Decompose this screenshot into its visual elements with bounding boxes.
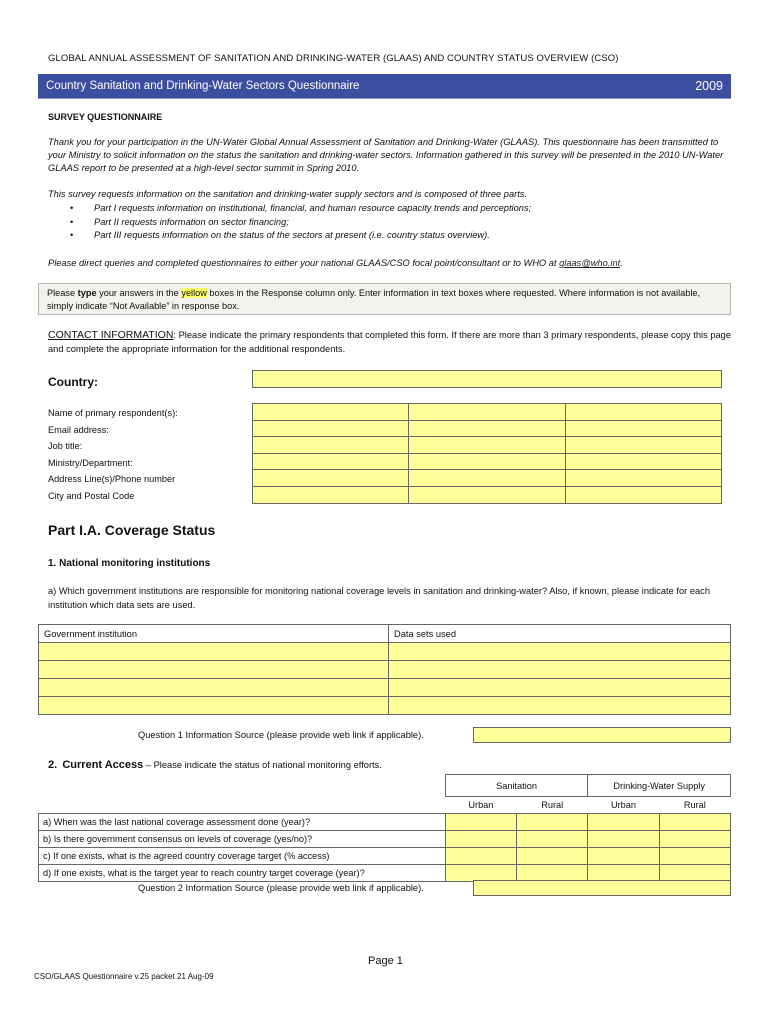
institution-cell[interactable] <box>39 679 389 697</box>
respondent-name-label: Name of primary respondent(s): <box>48 408 178 418</box>
notice-type-word: type <box>77 288 97 298</box>
response-cell[interactable] <box>517 831 588 848</box>
notice-mid: your answers in the <box>96 288 182 298</box>
country-label: Country: <box>48 375 98 389</box>
respondent-address-label: Address Line(s)/Phone number <box>48 474 176 485</box>
survey-intro: Thank you for your participation in the UN-Water Global Annual Assessment of Sanitation and Drinking-Water (GLAAS). This questionnaire has been transmitted to your Ministry to solicit information on the status the sanitation and drinking-water sectors. Information gathered in this survey will be presented in the 2010 UN-Water GLAAS report to be presented at a high-level sector summit in Spring 2010. <box>48 137 724 173</box>
section-title-monitoring: 1. National monitoring institutions <box>48 558 211 569</box>
survey-heading: SURVEY QUESTIONNAIRE <box>48 112 163 122</box>
respondent-name-1[interactable] <box>253 404 409 421</box>
question-2d: d) If one exists, what is the target year to reach country target coverage (year)? <box>39 865 446 882</box>
contact-information <box>48 329 733 356</box>
response-cell[interactable] <box>588 831 659 848</box>
q2-description: – Please indicate the status of national monitoring efforts. <box>143 760 382 770</box>
q1-source-input[interactable] <box>473 727 731 743</box>
banner-title: Country Sanitation and Drinking-Water Sectors Questionnaire <box>46 80 360 92</box>
table-row <box>39 831 731 848</box>
question-2c: c) If one exists, what is the agreed country coverage target (% access) <box>39 848 446 865</box>
banner-divider <box>38 98 731 99</box>
respondent-email-3[interactable] <box>565 420 721 437</box>
respondent-grid <box>252 403 722 504</box>
list-item: • Part I requests information on institutional, financial, and human resource capacity trends and perceptions; <box>66 202 531 216</box>
response-cell[interactable] <box>517 814 588 831</box>
respondent-city-label: City and Postal Code <box>48 490 135 501</box>
datasets-cell[interactable] <box>389 643 731 661</box>
column-header-institution: Government institution <box>39 625 389 643</box>
respondent-job-2[interactable] <box>409 437 565 454</box>
institution-cell[interactable] <box>39 697 389 715</box>
table-row <box>39 679 731 697</box>
queries-end: . <box>620 258 623 268</box>
table-subheader-row <box>39 797 731 814</box>
question-1a: a) Which government institutions are responsible for monitoring national coverage levels in sanitation and drinking-water? Also, if known, please indicate for each institution which data sets are used. <box>48 586 710 610</box>
table-row <box>253 470 722 487</box>
column-header-sanitation-urban: Urban <box>445 797 516 814</box>
datasets-cell[interactable] <box>389 697 731 715</box>
table-header-row <box>39 625 731 643</box>
country-input[interactable] <box>252 370 722 388</box>
respondent-city-1[interactable] <box>253 486 409 503</box>
column-header-sanitation-rural: Rural <box>517 797 588 814</box>
column-header-water-urban: Urban <box>588 797 659 814</box>
queries-text <box>48 257 728 270</box>
respondent-email-2[interactable] <box>409 420 565 437</box>
table-row <box>253 404 722 421</box>
part-title: Part I.A. Coverage Status <box>48 522 216 538</box>
instructions-notice <box>38 283 731 315</box>
respondent-ministry-3[interactable] <box>565 453 721 470</box>
table-row <box>253 486 722 503</box>
column-header-datasets: Data sets used <box>389 625 731 643</box>
table-row <box>39 848 731 865</box>
response-cell[interactable] <box>659 848 730 865</box>
table-row <box>253 420 722 437</box>
respondent-ministry-1[interactable] <box>253 453 409 470</box>
question-2-title <box>48 759 382 771</box>
respondent-ministry-2[interactable] <box>409 453 565 470</box>
respondent-job-3[interactable] <box>565 437 721 454</box>
respondent-address-2[interactable] <box>409 470 565 487</box>
page-number: Page 1 <box>368 955 403 967</box>
respondent-email-1[interactable] <box>253 420 409 437</box>
institution-cell[interactable] <box>39 643 389 661</box>
q2-heading: Current Access <box>62 759 144 771</box>
table-row <box>39 697 731 715</box>
respondent-ministry-label: Ministry/Department: <box>48 457 133 468</box>
datasets-cell[interactable] <box>389 679 731 697</box>
q2-source-label: Question 2 Information Source (please provide web link if applicable). <box>138 883 424 893</box>
q2-source-input[interactable] <box>473 880 731 896</box>
questionnaire-banner <box>38 74 731 98</box>
notice-yellow-word: yellow <box>181 288 207 298</box>
respondent-city-3[interactable] <box>565 486 721 503</box>
respondent-name-2[interactable] <box>409 404 565 421</box>
response-cell[interactable] <box>517 865 588 882</box>
response-cell[interactable] <box>445 814 516 831</box>
response-cell[interactable] <box>588 814 659 831</box>
response-cell[interactable] <box>588 848 659 865</box>
response-cell[interactable] <box>659 865 730 882</box>
blank-subheader <box>39 797 446 814</box>
question-2a: a) When was the last national coverage assessment done (year)? <box>39 814 446 831</box>
contact-text: : Please indicate the primary respondents that completed this form. If there are more than 3 primary respondents, please copy this page and complete the appropriate information for the additional respondents. <box>48 330 732 354</box>
contact-label: CONTACT INFORMATION <box>48 329 174 341</box>
response-cell[interactable] <box>588 865 659 882</box>
respondent-address-1[interactable] <box>253 470 409 487</box>
respondent-job-1[interactable] <box>253 437 409 454</box>
current-access-table <box>38 774 731 882</box>
table-row <box>39 661 731 679</box>
response-cell[interactable] <box>445 831 516 848</box>
list-item: • Part II requests information on sector financing; <box>66 216 531 230</box>
notice-post: boxes in the Response column only. Enter information in text boxes where requested. Where information is not available, simply indicate “Not Available” in response box. <box>47 288 701 311</box>
survey-parts-intro: This survey requests information on the sanitation and drinking-water supply sectors and is composed of three parts. <box>48 189 528 199</box>
respondent-address-3[interactable] <box>565 470 721 487</box>
question-2b: b) Is there government consensus on levels of coverage (yes/no)? <box>39 831 446 848</box>
column-group-sanitation: Sanitation <box>445 775 588 797</box>
respondent-field-labels <box>48 405 178 505</box>
respondent-email-label: Email address: <box>48 424 109 435</box>
table-row <box>39 814 731 831</box>
table-row <box>39 643 731 661</box>
respondent-job-label: Job title: <box>48 441 83 452</box>
table-header-row <box>39 775 731 797</box>
respondent-name-3[interactable] <box>565 404 721 421</box>
table-row <box>39 865 731 882</box>
survey-parts-list <box>66 202 531 243</box>
banner-year: 2009 <box>695 79 723 93</box>
column-group-water: Drinking-Water Supply <box>588 775 731 797</box>
respondent-city-2[interactable] <box>409 486 565 503</box>
blank-header <box>39 775 446 797</box>
response-cell[interactable] <box>445 865 516 882</box>
q1-source-label: Question 1 Information Source (please provide web link if applicable). <box>138 730 424 740</box>
institutions-table <box>38 624 731 715</box>
response-cell[interactable] <box>517 848 588 865</box>
q2-number: 2. <box>48 759 58 771</box>
response-cell[interactable] <box>445 848 516 865</box>
list-item: • Part III requests information on the status of the sectors at present (i.e. country status overview). <box>66 229 531 243</box>
who-email-link[interactable]: glaas@who.int <box>559 258 621 268</box>
notice-pre: Please <box>47 288 78 298</box>
institution-cell[interactable] <box>39 661 389 679</box>
queries-label: Please direct queries and completed questionnaires to either your national GLAAS/CSO focal point/consultant or to WHO at <box>48 258 560 268</box>
table-row <box>253 453 722 470</box>
response-cell[interactable] <box>659 814 730 831</box>
column-header-water-rural: Rural <box>659 797 730 814</box>
response-cell[interactable] <box>659 831 730 848</box>
table-row <box>253 437 722 454</box>
footer-version: CSO/GLAAS Questionnaire v.25 packet 21 Aug-09 <box>34 972 214 981</box>
document-title: GLOBAL ANNUAL ASSESSMENT OF SANITATION AND DRINKING-WATER (GLAAS) AND COUNTRY STATUS OVERVIEW (CSO) <box>48 53 619 64</box>
datasets-cell[interactable] <box>389 661 731 679</box>
